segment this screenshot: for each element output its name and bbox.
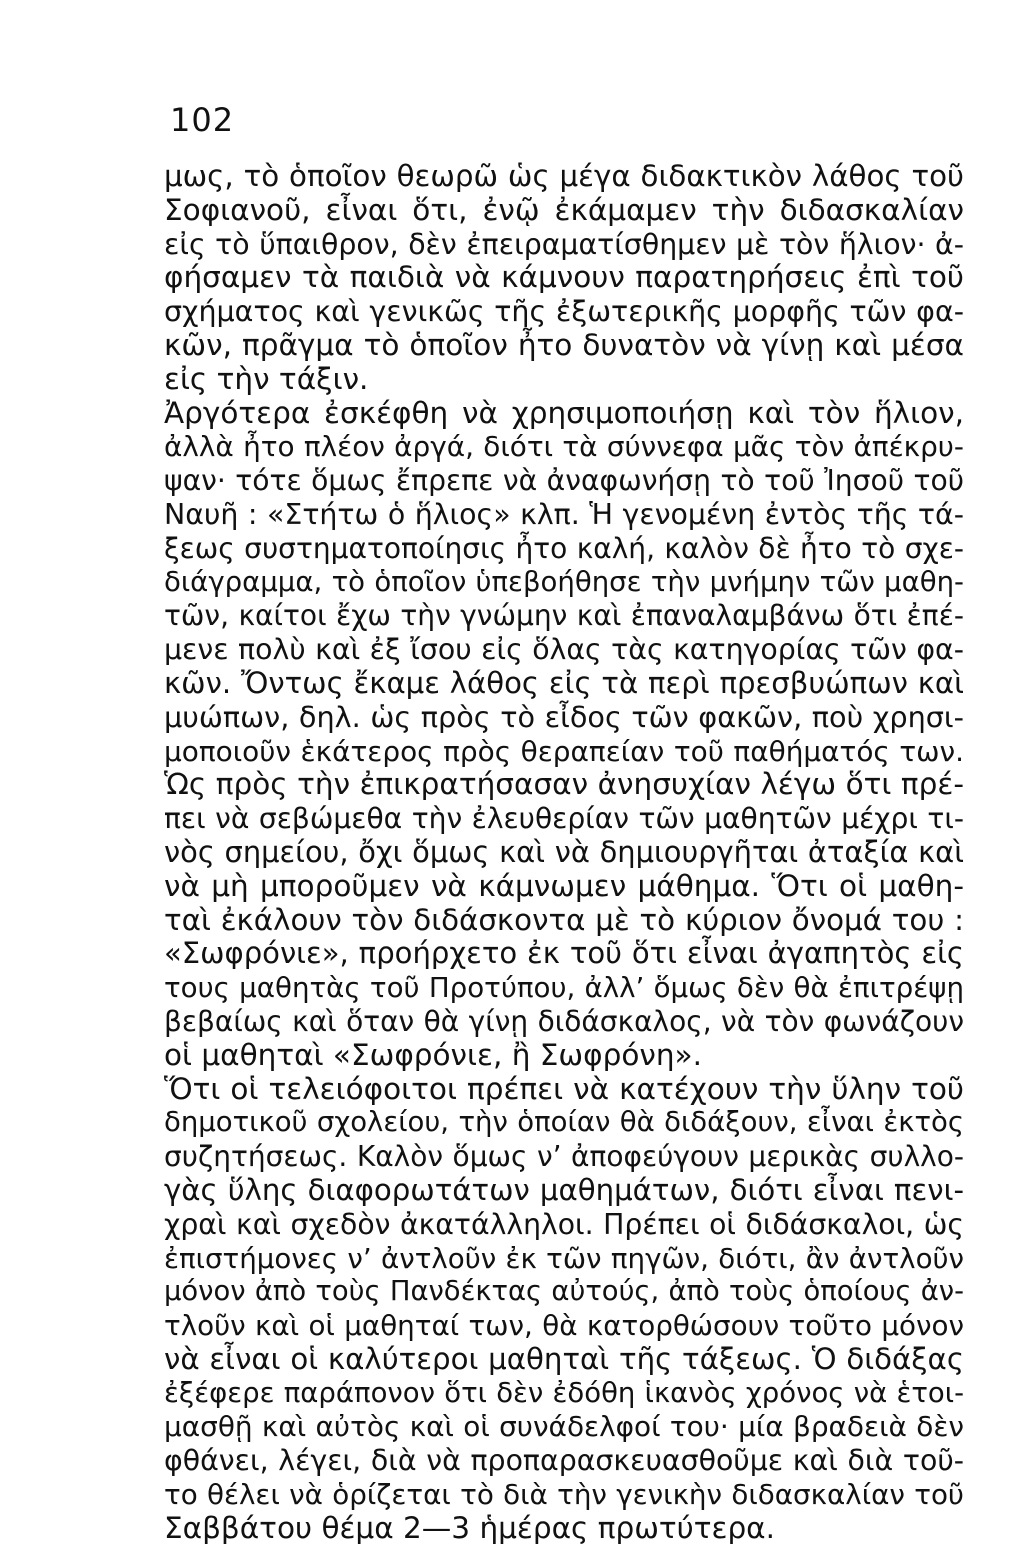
text-line: μασθῇ καὶ αὐτὸς καὶ οἱ συνάδελφοί του· μία βραδειὰ δὲν [164,1410,964,1444]
text-line: νὰ μὴ μποροῦμεν νὰ κάμνωμεν μάθημα. Ὅτι οἱ μαθη- [164,868,964,903]
text-line: Ἀργότερα ἐσκέφθη νὰ χρησιμοποιήσῃ καὶ τὸν ἥλιον, [164,395,964,430]
text-line: ψαν· τότε ὅμως ἔπρεπε νὰ ἀναφωνήσῃ τὸ τοῦ Ἰησοῦ τοῦ [164,464,964,498]
text-line: Ὅτι οἱ τελειόφοιτοι πρέπει νὰ κατέχουν τὴν ὕλην τοῦ [164,1071,964,1106]
text-line: ἐπιστήμονες ν’ ἀντλοῦν ἐκ τῶν πηγῶν, διότι, ἂν ἀντλοῦν [164,1241,964,1275]
text-line: κῶν, πρᾶγμα τὸ ὁποῖον ἦτο δυνατὸν νὰ γίνῃ καὶ μέσα [164,327,964,362]
text-line: χραὶ καὶ σχεδὸν ἀκατάλληλοι. Πρέπει οἱ διδάσκαλοι, ὡς [164,1207,964,1241]
text-line: ξεως συστηματοποίησις ἦτο καλή, καλὸν δὲ ἦτο τὸ σχε- [164,531,964,565]
text-line: εἰς τὸ ὕπαιθρον, δὲν ἐπειραματίσθημεν μὲ τὸν ἥλιον· ἀ- [164,227,964,261]
text-line: το θέλει νὰ ὁρίζεται τὸ διὰ τὴν γενικὴν διδασκαλίαν τοῦ [164,1478,964,1512]
text-line: μόνον ἀπὸ τοὺς Πανδέκτας αὐτούς, ἀπὸ τοὺς ὁποίους ἀν- [164,1276,964,1308]
text-line: Ναυῆ : «Στήτω ὁ ἥλιος» κλπ. Ἡ γενομένη ἐντὸς τῆς τά- [164,497,964,531]
text-line: «Σωφρόνιε», προήρχετο ἐκ τοῦ ὅτι εἶναι ἀγαπητὸς εἰς [164,936,964,971]
text-line: τῶν, καίτοι ἔχω τὴν γνώμην καὶ ἐπαναλαμβάνω ὅτι ἐπέ- [164,599,964,633]
text-line: ἀλλὰ ἦτο πλέον ἀργά, διότι τὰ σύννεφα μᾶς τὸν ἀπέκρυ- [164,430,964,464]
text-line: τους μαθητὰς τοῦ Προτύπου, ἀλλ’ ὅμως δὲν θὰ ἐπιτρέψῃ [164,971,964,1005]
page-number: 102 [170,101,235,139]
text-line: φήσαμεν τὰ παιδιὰ νὰ κάμνουν παρατηρήσεις ἐπὶ τοῦ [164,260,964,295]
text-line: εἰς τὴν τάξιν. [164,361,369,396]
text-line: μως, τὸ ὁποῖον θεωρῶ ὡς μέγα διδακτικὸν λάθος τοῦ [164,159,964,193]
text-line: ταὶ ἐκάλουν τὸν διδάσκοντα μὲ τὸ κύριον ὄνομά του : [164,902,964,937]
text-line: ἐξέφερε παράπονον ὅτι δὲν ἐδόθη ἱκανὸς χρόνος νὰ ἑτοι- [164,1376,964,1409]
text-line: Ὡς πρὸς τὴν ἐπικρατήσασαν ἀνησυχίαν λέγω ὅτι πρέ- [164,767,964,802]
text-line: μενε πολὺ καὶ ἐξ ἴσου εἰς ὅλας τὰς κατηγορίας τῶν φα- [164,633,964,667]
text-line: νὰ εἶναι οἱ καλύτεροι μαθηταὶ τῆς τάξεως. Ὁ διδάξας [164,1341,964,1376]
text-line: οἱ μαθηταὶ «Σωφρόνιε, ἢ Σωφρόνη». [164,1037,702,1072]
text-line: βεβαίως καὶ ὅταν θὰ γίνῃ διδάσκαλος, νὰ τὸν φωνάζουν [164,1004,964,1038]
text-line: Σαββάτου θέμα 2—3 ἡμέρας πρωτύτερα. [164,1510,775,1545]
text-line: συζητήσεως. Καλὸν ὅμως ν’ ἀποφεύγουν μερικὰς συλλο- [164,1140,964,1174]
body-text [164,160,964,1546]
text-line: μυώπων, δηλ. ὡς πρὸς τὸ εἶδος τῶν φακῶν, ποὺ χρησι- [164,699,964,734]
text-line: φθάνει, λέγει, διὰ νὰ προπαρασκευασθοῦμε καὶ διὰ τοῦ- [164,1444,964,1478]
text-line: μοποιοῦν ἑκάτερος πρὸς θεραπείαν τοῦ παθήματός των. [164,734,964,768]
text-line: διάγραμμα, τὸ ὁποῖον ὑπεβοήθησε τὴν μνήμην τῶν μαθη- [164,565,964,598]
text-line: γὰς ὕλης διαφορωτάτων μαθημάτων, διότι εἶναι πενι- [164,1172,964,1207]
text-line: δημοτικοῦ σχολείου, τὴν ὁποίαν θὰ διδάξουν, εἶναι ἐκτὸς [164,1106,964,1139]
text-line: τλοῦν καὶ οἱ μαθηταί των, θὰ κατορθώσουν τοῦτο μόνον [164,1309,964,1343]
text-line: πει νὰ σεβώμεθα τὴν ἐλευθερίαν τῶν μαθητῶν μέχρι τι- [164,802,964,836]
text-line: νὸς σημείου, ὄχι ὅμως καὶ νὰ δημιουργῆται ἀταξία καὶ [164,834,964,869]
text-line: Σοφιανοῦ, εἶναι ὅτι, ἐνῷ ἐκάμαμεν τὴν διδασκαλίαν [164,192,964,227]
text-line: κῶν. Ὄντως ἔκαμε λάθος εἰς τὰ περὶ πρεσβυώπων καὶ [164,665,964,700]
text-line: σχήματος καὶ γενικῶς τῆς ἐξωτερικῆς μορφῆς τῶν φα- [164,295,964,329]
